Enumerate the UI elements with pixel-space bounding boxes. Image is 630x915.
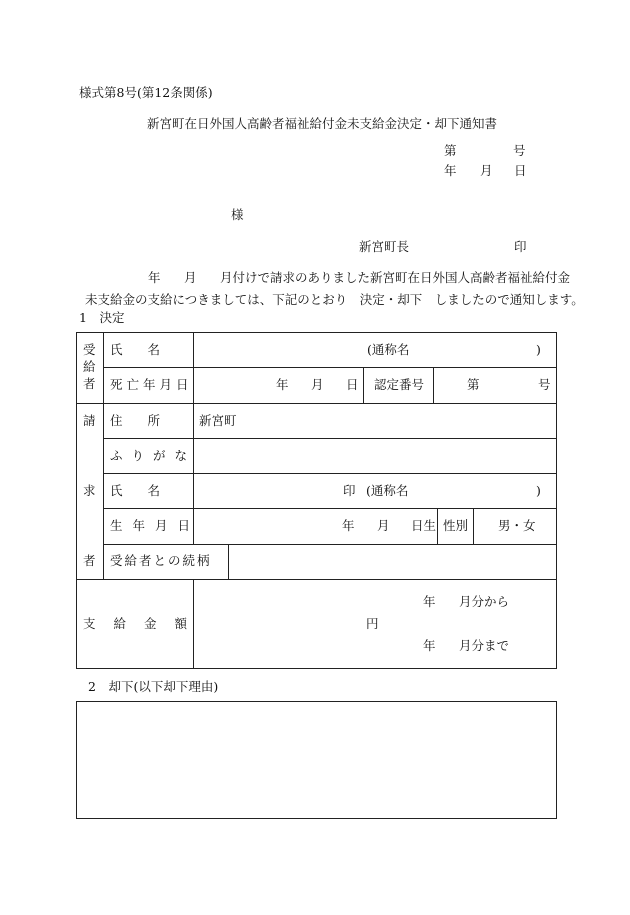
cert-number-label: 認定番号 (374, 377, 425, 392)
cert-number-suffix: 号 (538, 377, 551, 392)
birth-date-day: 日生 (411, 518, 437, 533)
rule (228, 544, 229, 579)
rule (76, 403, 557, 404)
label-text: 死亡年月日 (110, 377, 193, 392)
birth-date-label: 生年月日 (110, 518, 201, 533)
claimant-alias-open: (通称名 (366, 483, 409, 498)
recipient-alias-close: ) (536, 342, 541, 357)
rule (103, 508, 557, 509)
rule (103, 367, 557, 368)
rule (76, 579, 557, 580)
rejection-reason-box[interactable] (76, 701, 557, 819)
issuer-name: 新宮町長 (359, 239, 410, 254)
cert-number-prefix: 第 (467, 377, 480, 392)
payment-yen: 円 (366, 616, 379, 631)
issue-date-day: 日 (514, 163, 527, 178)
payment-amount-label: 支給金額 (83, 616, 206, 631)
rule (103, 544, 557, 545)
birth-date-month: 月 (377, 518, 390, 533)
address-value: 新宮町 (199, 413, 237, 428)
address-label: 住 所 (110, 413, 161, 428)
recipient-alias-open: (通称名 (367, 342, 410, 357)
issue-date-year: 年 (444, 163, 457, 178)
payment-to-text: 月分まで (459, 638, 510, 653)
rule (103, 438, 557, 439)
claimant-seal: 印 (343, 483, 356, 498)
rule (103, 332, 104, 579)
doc-no-prefix: 第 (444, 143, 457, 158)
form-number: 様式第8号(第12条関係) (79, 85, 213, 100)
claimant-name-label: 氏 名 (110, 483, 161, 498)
recipient-side-char: 者 (83, 376, 96, 391)
recipient-side-char: 受 (83, 342, 96, 357)
claimant-side-char: 求 (83, 483, 96, 498)
rule (433, 367, 434, 403)
addressee-suffix: 様 (231, 207, 244, 222)
furigana-label: ふりがな (110, 448, 197, 463)
issue-date-month: 月 (480, 163, 493, 178)
death-date-label (110, 377, 193, 392)
issuer-seal: 印 (514, 239, 527, 254)
rule (363, 367, 364, 403)
death-date-year: 年 (276, 377, 289, 392)
claimant-alias-close: ) (536, 483, 541, 498)
claimant-side-char: 者 (83, 553, 96, 568)
birth-date-year: 年 (342, 518, 355, 533)
gender-value: 男・女 (498, 518, 536, 533)
death-date-day: 日 (346, 377, 359, 392)
rule (103, 473, 557, 474)
recipient-name-label: 氏 名 (110, 342, 161, 357)
payment-from-year: 年 (423, 594, 436, 609)
claimant-side-char: 請 (83, 413, 96, 428)
body-date-year: 年 (148, 270, 161, 285)
relation-label: 受給者との続柄 (110, 553, 212, 568)
recipient-side-char: 給 (83, 359, 96, 374)
payment-from-text: 月分から (459, 594, 510, 609)
document-title: 新宮町在日外国人高齢者福祉給付金未支給金決定・却下通知書 (147, 116, 498, 131)
rule (193, 332, 194, 544)
rule (437, 508, 438, 544)
section1-heading: 1 決定 (79, 310, 125, 325)
doc-no-suffix: 号 (513, 143, 526, 158)
body-date-month: 月 (184, 270, 197, 285)
rule (473, 508, 474, 544)
payment-to-year: 年 (423, 638, 436, 653)
gender-label: 性別 (443, 518, 469, 533)
body-text-line1: 月付けで請求のありました新宮町在日外国人高齢者福祉給付金 (220, 270, 571, 285)
section2-heading: 2 却下(以下却下理由) (88, 679, 219, 694)
body-text-line2: 未支給金の支給につきましては、下記のとおり 決定・却下 しましたので通知します。 (85, 292, 584, 307)
death-date-month: 月 (311, 377, 324, 392)
